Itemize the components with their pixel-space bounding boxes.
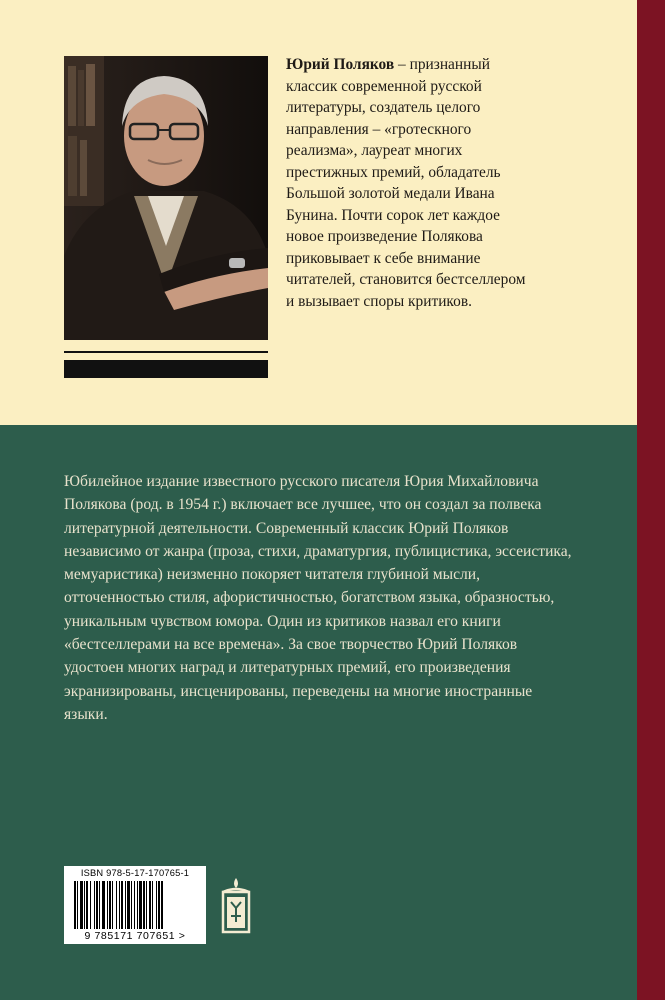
- isbn-barcode: [64, 866, 206, 944]
- barcode-bar: [116, 881, 117, 929]
- barcode-bar: [86, 881, 88, 929]
- barcode-bar: [80, 881, 83, 929]
- author-portrait-icon: [64, 56, 268, 340]
- barcode-bar: [102, 881, 105, 929]
- author-name: Юрий Поляков: [286, 56, 395, 73]
- author-bio: [286, 54, 536, 312]
- photo-divider-bar: [64, 360, 268, 378]
- barcode-bar: [127, 881, 130, 929]
- barcode-bar: [109, 881, 111, 929]
- barcode-bar: [77, 881, 78, 929]
- photo-divider-line: [64, 351, 268, 353]
- barcode-bar: [139, 881, 142, 929]
- barcode-bar: [119, 881, 120, 929]
- barcode-bar: [112, 881, 113, 929]
- barcode-bar: [125, 881, 126, 929]
- barcode-bar: [74, 881, 76, 929]
- book-description: Юбилейное издание известного русского писателя Юрия Михайловича Полякова (род. в 1954 г.) включает все лучшее, что он создал за полвека литературной деятельности. Современный классик Юрий Поляков независимо от жанра (проза, стихи, драматургия, публицистика, эссеистика, мемуаристика) неизменно покоряет читателя глубиной мысли, отточенностью стиля, афористичностью, богатством языка, образностью, уникальным чувством юмора. Один из критиков назвал его книги «бестселлерами на все времена». За свое творчество Юрий Поляков удостоен многих наград и литературных премий, его произведения экранизированы, инсценированы, переведены на многие иностранные языки.: [64, 473, 572, 723]
- barcode-bar: [143, 881, 145, 929]
- barcode-bar: [121, 881, 123, 929]
- barcode-bar: [156, 881, 157, 929]
- barcode-bar: [149, 881, 151, 929]
- barcode-bar: [94, 881, 95, 929]
- barcode-bar: [146, 881, 147, 929]
- author-photo: [64, 56, 268, 340]
- barcode-bar: [96, 881, 98, 929]
- barcode-bar: [137, 881, 138, 929]
- barcode-digits: 9 785171 707651 >: [84, 930, 186, 942]
- spine-stripe: [637, 0, 665, 1000]
- barcode-bar: [84, 881, 85, 929]
- barcode-bar: [99, 881, 100, 929]
- barcode-bar: [90, 881, 91, 929]
- publisher-logo-icon: [220, 876, 252, 936]
- barcode-bar: [134, 881, 135, 929]
- isbn-label: ISBN 978-5-17-170765-1: [80, 868, 190, 878]
- barcode-bar: [161, 881, 163, 929]
- barcode-bar: [107, 881, 108, 929]
- publisher-logo: [220, 876, 252, 936]
- barcode-bar: [131, 881, 132, 929]
- barcode-bar: [152, 881, 153, 929]
- barcode-bar: [158, 881, 160, 929]
- barcode-bars-icon: [74, 881, 196, 929]
- author-bio-text: – признанный классик современной русской литературы, создатель целого направления – «гротескного реализма», лауреат многих престижных премий, обладатель Большой золотой медали Ивана Бунина. Почти сорок лет каждое новое произведение Полякова приковывает к себе внимание читателей, становится бестселлером и вызывает споры критиков.: [286, 56, 526, 310]
